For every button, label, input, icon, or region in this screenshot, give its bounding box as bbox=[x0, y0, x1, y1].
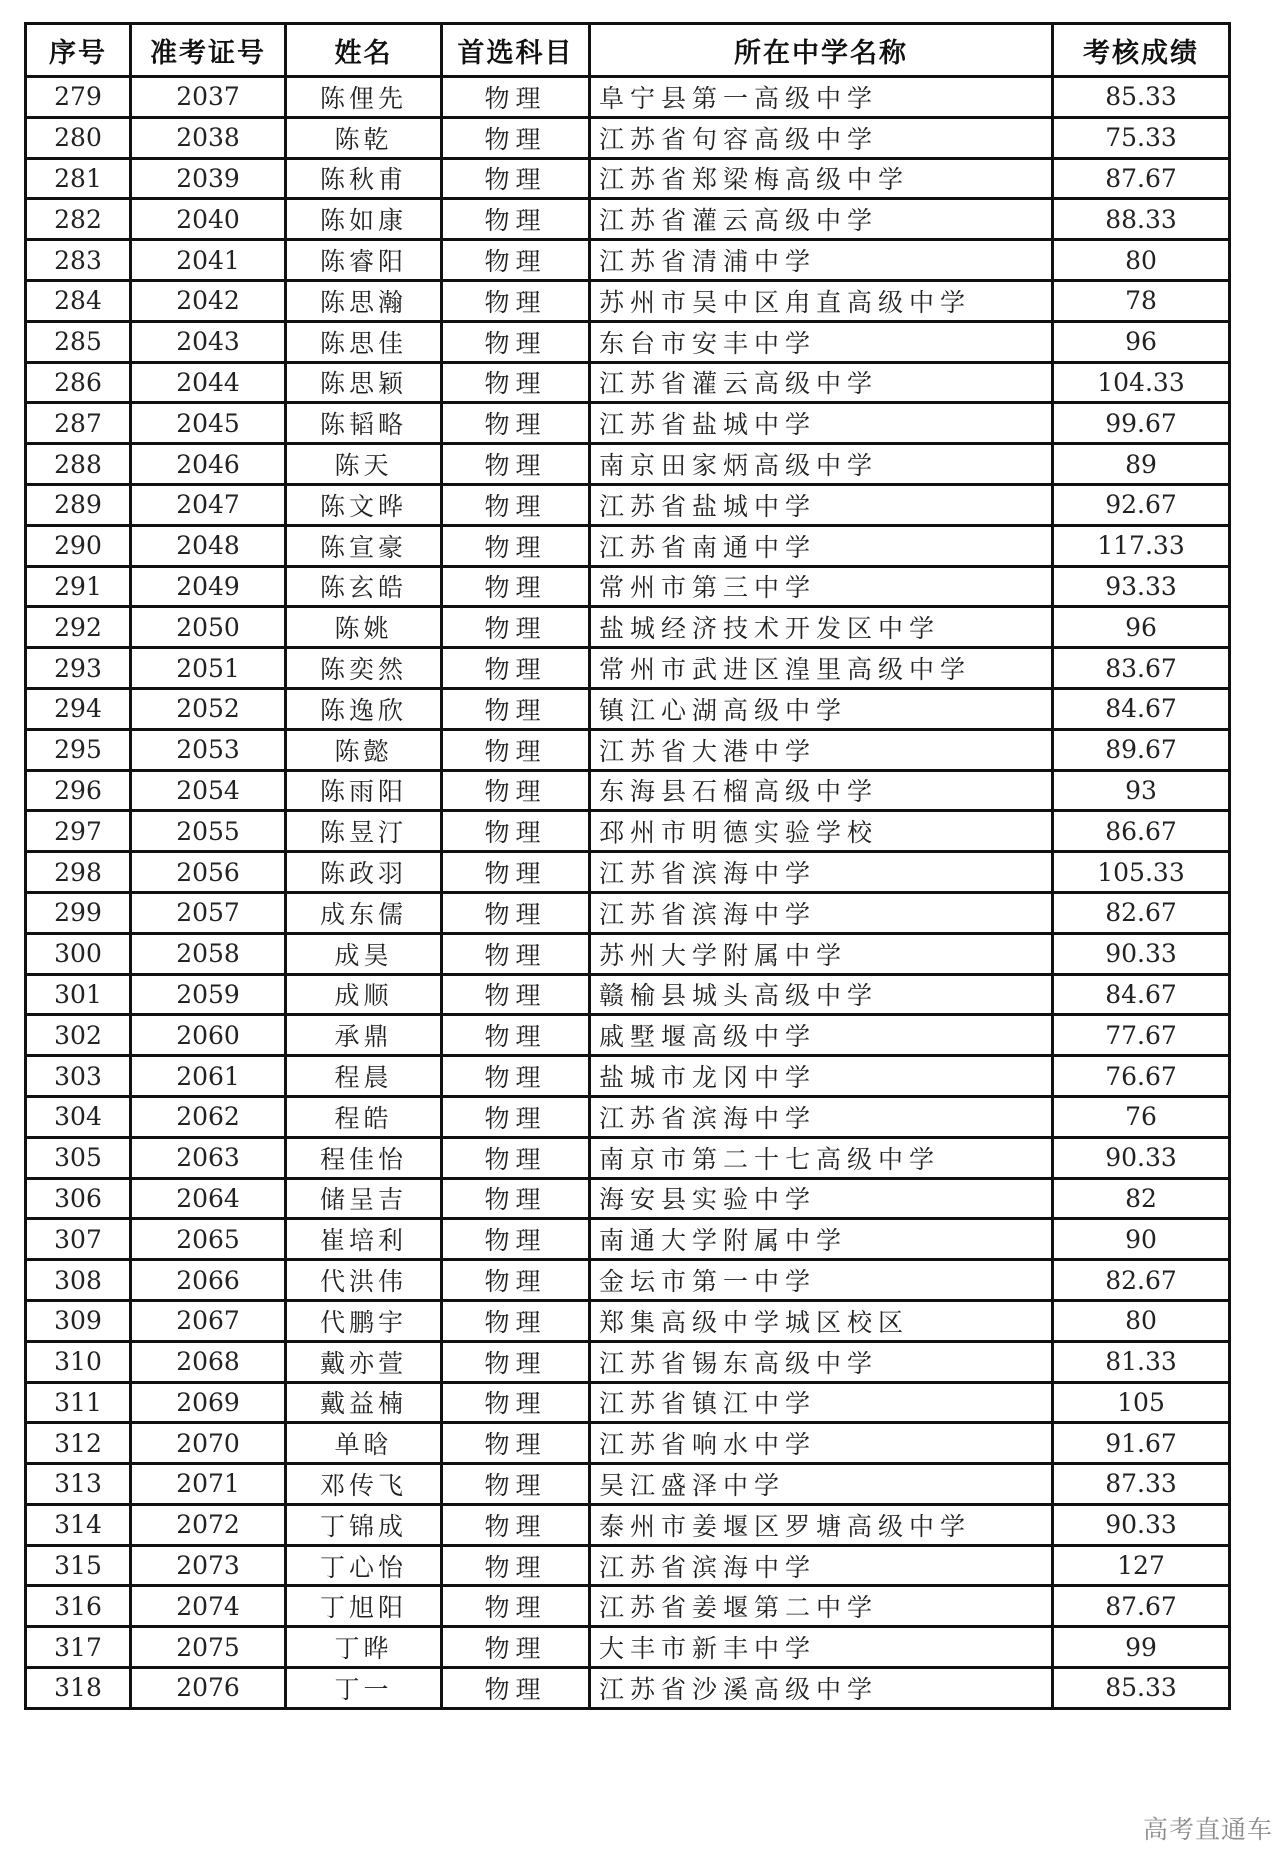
cell-exam-id: 2048 bbox=[131, 525, 286, 566]
cell-name: 成东儒 bbox=[286, 892, 442, 933]
cell-exam-id: 2075 bbox=[131, 1627, 286, 1668]
cell-school: 郑集高级中学城区校区 bbox=[590, 1300, 1053, 1341]
cell-exam-id: 2052 bbox=[131, 688, 286, 729]
cell-score: 76.67 bbox=[1053, 1056, 1230, 1097]
table-row bbox=[26, 1260, 1230, 1301]
cell-school: 江苏省锡东高级中学 bbox=[590, 1341, 1053, 1382]
cell-subject: 物理 bbox=[442, 974, 590, 1015]
cell-exam-id: 2049 bbox=[131, 566, 286, 607]
cell-score: 93.33 bbox=[1053, 566, 1230, 607]
header-subject: 首选科目 bbox=[442, 24, 590, 77]
cell-school: 江苏省句容高级中学 bbox=[590, 117, 1053, 158]
table-row bbox=[26, 158, 1230, 199]
header-exam-id: 准考证号 bbox=[131, 24, 286, 77]
cell-exam-id: 2071 bbox=[131, 1464, 286, 1505]
cell-score: 92.67 bbox=[1053, 484, 1230, 525]
cell-school: 江苏省姜堰第二中学 bbox=[590, 1586, 1053, 1627]
cell-subject: 物理 bbox=[442, 321, 590, 362]
cell-exam-id: 2065 bbox=[131, 1219, 286, 1260]
cell-school: 江苏省滨海中学 bbox=[590, 892, 1053, 933]
table-row bbox=[26, 240, 1230, 281]
cell-seq: 282 bbox=[26, 199, 131, 240]
cell-school: 常州市第三中学 bbox=[590, 566, 1053, 607]
table-row bbox=[26, 1096, 1230, 1137]
cell-name: 陈思颖 bbox=[286, 362, 442, 403]
cell-name: 程皓 bbox=[286, 1096, 442, 1137]
cell-score: 78 bbox=[1053, 280, 1230, 321]
cell-score: 90.33 bbox=[1053, 933, 1230, 974]
cell-school: 江苏省灌云高级中学 bbox=[590, 362, 1053, 403]
table-row bbox=[26, 1015, 1230, 1056]
cell-name: 陈韬略 bbox=[286, 403, 442, 444]
cell-school: 金坛市第一中学 bbox=[590, 1260, 1053, 1301]
table-row bbox=[26, 444, 1230, 485]
table-row bbox=[26, 1300, 1230, 1341]
cell-subject: 物理 bbox=[442, 484, 590, 525]
cell-seq: 311 bbox=[26, 1382, 131, 1423]
cell-exam-id: 2053 bbox=[131, 729, 286, 770]
table-row bbox=[26, 199, 1230, 240]
cell-subject: 物理 bbox=[442, 77, 590, 118]
table-row bbox=[26, 1545, 1230, 1586]
cell-score: 96 bbox=[1053, 607, 1230, 648]
cell-subject: 物理 bbox=[442, 1545, 590, 1586]
cell-seq: 284 bbox=[26, 280, 131, 321]
cell-school: 江苏省清浦中学 bbox=[590, 240, 1053, 281]
cell-school: 阜宁县第一高级中学 bbox=[590, 77, 1053, 118]
cell-subject: 物理 bbox=[442, 648, 590, 689]
table-row bbox=[26, 1504, 1230, 1545]
cell-score: 84.67 bbox=[1053, 974, 1230, 1015]
cell-subject: 物理 bbox=[442, 811, 590, 852]
cell-score: 105 bbox=[1053, 1382, 1230, 1423]
table-row bbox=[26, 811, 1230, 852]
cell-subject: 物理 bbox=[442, 444, 590, 485]
cell-exam-id: 2066 bbox=[131, 1260, 286, 1301]
cell-exam-id: 2059 bbox=[131, 974, 286, 1015]
cell-score: 87.67 bbox=[1053, 1586, 1230, 1627]
cell-seq: 315 bbox=[26, 1545, 131, 1586]
cell-seq: 298 bbox=[26, 852, 131, 893]
cell-subject: 物理 bbox=[442, 1219, 590, 1260]
watermark: 高考直通车 bbox=[1143, 1815, 1274, 1844]
cell-subject: 物理 bbox=[442, 770, 590, 811]
cell-score: 90.33 bbox=[1053, 1504, 1230, 1545]
cell-subject: 物理 bbox=[442, 566, 590, 607]
cell-score: 105.33 bbox=[1053, 852, 1230, 893]
cell-score: 82 bbox=[1053, 1178, 1230, 1219]
cell-school: 江苏省大港中学 bbox=[590, 729, 1053, 770]
table-row bbox=[26, 648, 1230, 689]
cell-seq: 304 bbox=[26, 1096, 131, 1137]
cell-name: 成昊 bbox=[286, 933, 442, 974]
cell-exam-id: 2076 bbox=[131, 1668, 286, 1709]
cell-exam-id: 2037 bbox=[131, 77, 286, 118]
cell-school: 南京田家炳高级中学 bbox=[590, 444, 1053, 485]
score-table bbox=[24, 22, 1231, 1710]
cell-seq: 309 bbox=[26, 1300, 131, 1341]
cell-exam-id: 2045 bbox=[131, 403, 286, 444]
cell-name: 储呈吉 bbox=[286, 1178, 442, 1219]
cell-seq: 303 bbox=[26, 1056, 131, 1097]
table-row bbox=[26, 729, 1230, 770]
cell-seq: 308 bbox=[26, 1260, 131, 1301]
cell-subject: 物理 bbox=[442, 1260, 590, 1301]
cell-school: 盐城经济技术开发区中学 bbox=[590, 607, 1053, 648]
cell-school: 南京市第二十七高级中学 bbox=[590, 1137, 1053, 1178]
cell-exam-id: 2070 bbox=[131, 1423, 286, 1464]
cell-score: 89 bbox=[1053, 444, 1230, 485]
table-row bbox=[26, 362, 1230, 403]
cell-subject: 物理 bbox=[442, 1341, 590, 1382]
cell-exam-id: 2043 bbox=[131, 321, 286, 362]
cell-school: 泰州市姜堰区罗塘高级中学 bbox=[590, 1504, 1053, 1545]
cell-school: 东海县石榴高级中学 bbox=[590, 770, 1053, 811]
table-row bbox=[26, 280, 1230, 321]
cell-seq: 299 bbox=[26, 892, 131, 933]
cell-school: 苏州市吴中区甪直高级中学 bbox=[590, 280, 1053, 321]
cell-subject: 物理 bbox=[442, 1586, 590, 1627]
header-seq: 序号 bbox=[26, 24, 131, 77]
cell-subject: 物理 bbox=[442, 688, 590, 729]
cell-name: 陈姚 bbox=[286, 607, 442, 648]
table-row bbox=[26, 525, 1230, 566]
cell-name: 程晨 bbox=[286, 1056, 442, 1097]
cell-school: 邳州市明德实验学校 bbox=[590, 811, 1053, 852]
cell-subject: 物理 bbox=[442, 1056, 590, 1097]
cell-seq: 285 bbox=[26, 321, 131, 362]
cell-score: 77.67 bbox=[1053, 1015, 1230, 1056]
cell-name: 代鹏宇 bbox=[286, 1300, 442, 1341]
cell-subject: 物理 bbox=[442, 1015, 590, 1056]
cell-exam-id: 2042 bbox=[131, 280, 286, 321]
cell-seq: 289 bbox=[26, 484, 131, 525]
cell-name: 陈睿阳 bbox=[286, 240, 442, 281]
cell-school: 江苏省滨海中学 bbox=[590, 852, 1053, 893]
cell-exam-id: 2068 bbox=[131, 1341, 286, 1382]
cell-seq: 294 bbox=[26, 688, 131, 729]
cell-score: 83.67 bbox=[1053, 648, 1230, 689]
cell-exam-id: 2047 bbox=[131, 484, 286, 525]
cell-school: 南通大学附属中学 bbox=[590, 1219, 1053, 1260]
cell-subject: 物理 bbox=[442, 280, 590, 321]
table-row bbox=[26, 1423, 1230, 1464]
cell-name: 戴亦萱 bbox=[286, 1341, 442, 1382]
cell-subject: 物理 bbox=[442, 117, 590, 158]
cell-score: 86.67 bbox=[1053, 811, 1230, 852]
cell-school: 赣榆县城头高级中学 bbox=[590, 974, 1053, 1015]
cell-exam-id: 2055 bbox=[131, 811, 286, 852]
cell-seq: 287 bbox=[26, 403, 131, 444]
cell-subject: 物理 bbox=[442, 403, 590, 444]
cell-exam-id: 2058 bbox=[131, 933, 286, 974]
cell-exam-id: 2061 bbox=[131, 1056, 286, 1097]
cell-exam-id: 2041 bbox=[131, 240, 286, 281]
cell-score: 76 bbox=[1053, 1096, 1230, 1137]
cell-score: 85.33 bbox=[1053, 77, 1230, 118]
cell-school: 江苏省滨海中学 bbox=[590, 1545, 1053, 1586]
cell-seq: 295 bbox=[26, 729, 131, 770]
cell-exam-id: 2067 bbox=[131, 1300, 286, 1341]
cell-seq: 292 bbox=[26, 607, 131, 648]
cell-subject: 物理 bbox=[442, 158, 590, 199]
cell-name: 崔培利 bbox=[286, 1219, 442, 1260]
table-row bbox=[26, 1178, 1230, 1219]
cell-exam-id: 2060 bbox=[131, 1015, 286, 1056]
cell-name: 陈俚先 bbox=[286, 77, 442, 118]
cell-school: 镇江心湖高级中学 bbox=[590, 688, 1053, 729]
cell-subject: 物理 bbox=[442, 933, 590, 974]
header-name: 姓名 bbox=[286, 24, 442, 77]
cell-name: 丁心怡 bbox=[286, 1545, 442, 1586]
cell-school: 戚墅堰高级中学 bbox=[590, 1015, 1053, 1056]
cell-subject: 物理 bbox=[442, 1096, 590, 1137]
cell-seq: 283 bbox=[26, 240, 131, 281]
cell-exam-id: 2054 bbox=[131, 770, 286, 811]
cell-school: 江苏省响水中学 bbox=[590, 1423, 1053, 1464]
cell-name: 承鼎 bbox=[286, 1015, 442, 1056]
cell-subject: 物理 bbox=[442, 1382, 590, 1423]
cell-subject: 物理 bbox=[442, 729, 590, 770]
cell-seq: 313 bbox=[26, 1464, 131, 1505]
table-row bbox=[26, 1137, 1230, 1178]
cell-score: 81.33 bbox=[1053, 1341, 1230, 1382]
table-row bbox=[26, 1341, 1230, 1382]
cell-subject: 物理 bbox=[442, 892, 590, 933]
cell-seq: 318 bbox=[26, 1668, 131, 1709]
cell-name: 陈如康 bbox=[286, 199, 442, 240]
cell-exam-id: 2062 bbox=[131, 1096, 286, 1137]
table-row bbox=[26, 852, 1230, 893]
table-row bbox=[26, 77, 1230, 118]
cell-score: 85.33 bbox=[1053, 1668, 1230, 1709]
cell-seq: 281 bbox=[26, 158, 131, 199]
cell-subject: 物理 bbox=[442, 362, 590, 403]
cell-school: 江苏省灌云高级中学 bbox=[590, 199, 1053, 240]
cell-score: 90.33 bbox=[1053, 1137, 1230, 1178]
table-row bbox=[26, 688, 1230, 729]
cell-school: 大丰市新丰中学 bbox=[590, 1627, 1053, 1668]
cell-seq: 290 bbox=[26, 525, 131, 566]
cell-exam-id: 2040 bbox=[131, 199, 286, 240]
cell-school: 江苏省郑梁梅高级中学 bbox=[590, 158, 1053, 199]
cell-score: 127 bbox=[1053, 1545, 1230, 1586]
cell-score: 80 bbox=[1053, 240, 1230, 281]
cell-subject: 物理 bbox=[442, 1300, 590, 1341]
cell-score: 75.33 bbox=[1053, 117, 1230, 158]
cell-subject: 物理 bbox=[442, 1178, 590, 1219]
table-body bbox=[26, 77, 1230, 1709]
cell-subject: 物理 bbox=[442, 525, 590, 566]
cell-school: 常州市武进区湟里高级中学 bbox=[590, 648, 1053, 689]
cell-score: 87.67 bbox=[1053, 158, 1230, 199]
cell-name: 陈玄皓 bbox=[286, 566, 442, 607]
cell-name: 丁锦成 bbox=[286, 1504, 442, 1545]
table-row bbox=[26, 321, 1230, 362]
cell-score: 84.67 bbox=[1053, 688, 1230, 729]
cell-exam-id: 2050 bbox=[131, 607, 286, 648]
cell-school: 江苏省南通中学 bbox=[590, 525, 1053, 566]
cell-name: 丁晔 bbox=[286, 1627, 442, 1668]
header-row bbox=[26, 24, 1230, 77]
cell-score: 104.33 bbox=[1053, 362, 1230, 403]
cell-exam-id: 2057 bbox=[131, 892, 286, 933]
cell-school: 江苏省盐城中学 bbox=[590, 484, 1053, 525]
cell-exam-id: 2044 bbox=[131, 362, 286, 403]
cell-exam-id: 2039 bbox=[131, 158, 286, 199]
header-score: 考核成绩 bbox=[1053, 24, 1230, 77]
cell-school: 吴江盛泽中学 bbox=[590, 1464, 1053, 1505]
cell-seq: 293 bbox=[26, 648, 131, 689]
cell-seq: 279 bbox=[26, 77, 131, 118]
cell-name: 陈乾 bbox=[286, 117, 442, 158]
table-row bbox=[26, 892, 1230, 933]
cell-score: 96 bbox=[1053, 321, 1230, 362]
cell-school: 海安县实验中学 bbox=[590, 1178, 1053, 1219]
cell-exam-id: 2056 bbox=[131, 852, 286, 893]
cell-school: 江苏省滨海中学 bbox=[590, 1096, 1053, 1137]
cell-seq: 312 bbox=[26, 1423, 131, 1464]
cell-subject: 物理 bbox=[442, 240, 590, 281]
cell-subject: 物理 bbox=[442, 199, 590, 240]
cell-seq: 305 bbox=[26, 1137, 131, 1178]
cell-school: 苏州大学附属中学 bbox=[590, 933, 1053, 974]
cell-name: 陈雨阳 bbox=[286, 770, 442, 811]
cell-name: 陈昱汀 bbox=[286, 811, 442, 852]
cell-name: 陈奕然 bbox=[286, 648, 442, 689]
cell-name: 程佳怡 bbox=[286, 1137, 442, 1178]
table-row bbox=[26, 117, 1230, 158]
cell-score: 91.67 bbox=[1053, 1423, 1230, 1464]
cell-seq: 302 bbox=[26, 1015, 131, 1056]
cell-name: 邓传飞 bbox=[286, 1464, 442, 1505]
cell-name: 陈懿 bbox=[286, 729, 442, 770]
cell-name: 成顺 bbox=[286, 974, 442, 1015]
cell-exam-id: 2051 bbox=[131, 648, 286, 689]
cell-name: 陈逸欣 bbox=[286, 688, 442, 729]
cell-exam-id: 2074 bbox=[131, 1586, 286, 1627]
cell-school: 江苏省沙溪高级中学 bbox=[590, 1668, 1053, 1709]
cell-name: 陈文晔 bbox=[286, 484, 442, 525]
cell-exam-id: 2038 bbox=[131, 117, 286, 158]
cell-score: 87.33 bbox=[1053, 1464, 1230, 1505]
cell-name: 陈天 bbox=[286, 444, 442, 485]
header-school: 所在中学名称 bbox=[590, 24, 1053, 77]
cell-seq: 307 bbox=[26, 1219, 131, 1260]
cell-subject: 物理 bbox=[442, 1137, 590, 1178]
cell-score: 80 bbox=[1053, 1300, 1230, 1341]
cell-school: 盐城市龙冈中学 bbox=[590, 1056, 1053, 1097]
cell-seq: 317 bbox=[26, 1627, 131, 1668]
cell-score: 82.67 bbox=[1053, 1260, 1230, 1301]
cell-subject: 物理 bbox=[442, 1504, 590, 1545]
cell-exam-id: 2046 bbox=[131, 444, 286, 485]
cell-seq: 310 bbox=[26, 1341, 131, 1382]
cell-name: 陈思佳 bbox=[286, 321, 442, 362]
cell-score: 117.33 bbox=[1053, 525, 1230, 566]
cell-score: 93 bbox=[1053, 770, 1230, 811]
cell-seq: 297 bbox=[26, 811, 131, 852]
cell-score: 88.33 bbox=[1053, 199, 1230, 240]
table-row bbox=[26, 1464, 1230, 1505]
cell-exam-id: 2064 bbox=[131, 1178, 286, 1219]
cell-subject: 物理 bbox=[442, 1464, 590, 1505]
cell-name: 丁一 bbox=[286, 1668, 442, 1709]
table-row bbox=[26, 607, 1230, 648]
cell-school: 江苏省盐城中学 bbox=[590, 403, 1053, 444]
cell-name: 丁旭阳 bbox=[286, 1586, 442, 1627]
cell-seq: 280 bbox=[26, 117, 131, 158]
cell-score: 89.67 bbox=[1053, 729, 1230, 770]
cell-subject: 物理 bbox=[442, 607, 590, 648]
table-row bbox=[26, 1668, 1230, 1709]
cell-school: 东台市安丰中学 bbox=[590, 321, 1053, 362]
cell-subject: 物理 bbox=[442, 1627, 590, 1668]
table-row bbox=[26, 484, 1230, 525]
cell-subject: 物理 bbox=[442, 1423, 590, 1464]
table-row bbox=[26, 1219, 1230, 1260]
cell-subject: 物理 bbox=[442, 1668, 590, 1709]
cell-seq: 296 bbox=[26, 770, 131, 811]
cell-exam-id: 2069 bbox=[131, 1382, 286, 1423]
cell-seq: 314 bbox=[26, 1504, 131, 1545]
cell-seq: 306 bbox=[26, 1178, 131, 1219]
cell-score: 82.67 bbox=[1053, 892, 1230, 933]
cell-name: 陈政羽 bbox=[286, 852, 442, 893]
cell-school: 江苏省镇江中学 bbox=[590, 1382, 1053, 1423]
cell-name: 陈思瀚 bbox=[286, 280, 442, 321]
cell-score: 90 bbox=[1053, 1219, 1230, 1260]
table-row bbox=[26, 933, 1230, 974]
table-row bbox=[26, 566, 1230, 607]
cell-exam-id: 2073 bbox=[131, 1545, 286, 1586]
table-row bbox=[26, 403, 1230, 444]
table-row bbox=[26, 974, 1230, 1015]
cell-name: 陈宣豪 bbox=[286, 525, 442, 566]
table-row bbox=[26, 1382, 1230, 1423]
cell-name: 代洪伟 bbox=[286, 1260, 442, 1301]
table-row bbox=[26, 770, 1230, 811]
cell-seq: 300 bbox=[26, 933, 131, 974]
cell-name: 陈秋甫 bbox=[286, 158, 442, 199]
table-row bbox=[26, 1056, 1230, 1097]
cell-seq: 286 bbox=[26, 362, 131, 403]
cell-subject: 物理 bbox=[442, 852, 590, 893]
cell-seq: 288 bbox=[26, 444, 131, 485]
cell-name: 单晗 bbox=[286, 1423, 442, 1464]
cell-score: 99 bbox=[1053, 1627, 1230, 1668]
cell-exam-id: 2063 bbox=[131, 1137, 286, 1178]
cell-seq: 316 bbox=[26, 1586, 131, 1627]
table-row bbox=[26, 1627, 1230, 1668]
cell-exam-id: 2072 bbox=[131, 1504, 286, 1545]
cell-score: 99.67 bbox=[1053, 403, 1230, 444]
table-row bbox=[26, 1586, 1230, 1627]
cell-seq: 291 bbox=[26, 566, 131, 607]
cell-name: 戴益楠 bbox=[286, 1382, 442, 1423]
cell-seq: 301 bbox=[26, 974, 131, 1015]
